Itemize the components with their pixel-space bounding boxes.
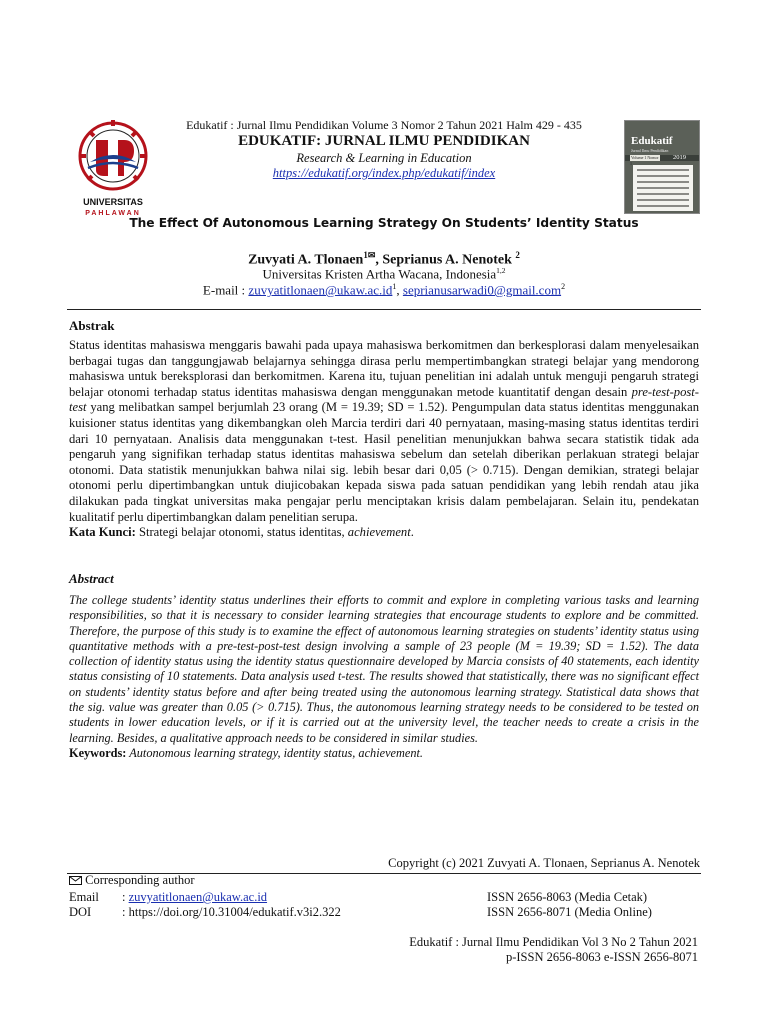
logo-text-1: UNIVERSITAS bbox=[83, 197, 143, 207]
affiliation-sup: 1,2 bbox=[496, 266, 506, 275]
kata-kunci-last: achievement bbox=[347, 525, 411, 540]
kata-kunci: Strategi belajar otonomi, status identitas, bbox=[135, 525, 348, 540]
abstract-heading: Abstract bbox=[69, 571, 114, 586]
abstrak-heading: Abstrak bbox=[69, 318, 115, 333]
abstrak-text-a: Status identitas mahasiswa menggaris bawahi pada upaya mahasiswa berkomitmen dan berkesplorasi dalam menyelesaikan berbagai tugas dan tanggungjawab belajarnya sehingga dirasa perlu mempertimbangkan strategi belajar yang mendorong mahasiswa untuk bereksplorasi dan berkomitmen. Karena itu, tujuan penelitian ini adalah untuk menguji pengaruh strategi belajar otonomi terhadap status identitas mahasiswa dengan menggunakan metode kuantitatif dengan desain bbox=[69, 338, 699, 399]
affiliation bbox=[0, 266, 768, 282]
footer-email-colon: : bbox=[122, 890, 129, 904]
footer-email bbox=[122, 890, 267, 905]
footer-email-label: Email bbox=[69, 890, 99, 904]
journal-tagline: Research & Learning in Education bbox=[296, 151, 472, 165]
paper-title: The Effect Of Autonomous Learning Strategy On Students’ Identity Status bbox=[129, 216, 639, 230]
author-emails bbox=[0, 282, 768, 298]
envelope-icon bbox=[69, 876, 82, 885]
author-1-sup: 1✉ bbox=[363, 250, 376, 260]
cover-subtitle: Jurnal Ilmu Pendidikan bbox=[631, 148, 669, 153]
footer-doi-label: DOI bbox=[69, 905, 92, 919]
logo-text-2: PAHLAWAN bbox=[85, 210, 141, 217]
email-label: E-mail : bbox=[202, 282, 249, 298]
journal-issue-line: Edukatif : Jurnal Ilmu Pendidikan Volume 3 Nomor 2 Tahun 2021 Halm 429 - 435 bbox=[186, 118, 582, 132]
author-1: Zuvyati A. Tlonaen bbox=[248, 252, 364, 268]
kata-kunci-end: . bbox=[410, 525, 414, 540]
copyright: Copyright (c) 2021 Zuvyati A. Tlonaen, Seprianus A. Nenotek bbox=[388, 856, 700, 870]
email-1-sup: 1 bbox=[392, 282, 397, 291]
abstrak-body bbox=[69, 338, 699, 541]
abstract-body bbox=[69, 593, 699, 761]
divider bbox=[67, 309, 701, 310]
cover-page-graphic bbox=[633, 165, 693, 211]
footer-email-link[interactable]: zuvyatitlonaen@ukaw.ac.id bbox=[128, 890, 268, 904]
cover-title: Edukatif bbox=[631, 135, 673, 147]
footer-journal: Edukatif : Jurnal Ilmu Pendidikan Vol 3 No 2 Tahun 2021 bbox=[409, 935, 698, 949]
cover-year: 2019 bbox=[673, 154, 686, 161]
author-2: , Seprianus A. Nenotek bbox=[375, 252, 516, 268]
email-2-sup: 2 bbox=[561, 282, 566, 291]
affiliation-text: Universitas Kristen Artha Wacana, Indonesia bbox=[262, 266, 497, 282]
abstract-text: The college students’ identity status underlines their efforts to commit and explore in completing various tasks and learning responsibilities, so that it is necessary to consider learning strategies that encourage students to explore and be committed. Therefore, the purpose of this study is to examine the effect of autonomous learning strategies on students’ identity status using quantitative methods with a pre-test-post-test design involving a sample of 23 people (M = 19.39; SD = 1.52). The data collection of identity status using the identity status questionnaire developed by Marcia consists of 40 statements, each identity status consisting of 10 statements. Data analysis used t-test. The results showed that statistically, there was no significant effect on students’ identity status before and after being treated using the autonomous learning strategy. Statistical data shows that the sig. value was greater than 0.05 (> 0.715). Thus, the autonomous learning strategy needs to be considered to be tested on students in lower education levels, or if it is carried out at the university level, the teacher needs to create a crisis in the learning. Besides, a qualitative approach needs to be considered in similar studies. bbox=[69, 593, 699, 745]
footer-doi-value: : https://doi.org/10.31004/edukatif.v3i2.322 bbox=[122, 905, 341, 919]
abstrak-design: pre-test-post-test bbox=[69, 384, 699, 415]
journal-cover-thumbnail bbox=[624, 120, 700, 214]
corresponding-author bbox=[69, 873, 194, 888]
author-2-sup: 2 bbox=[515, 250, 520, 260]
email-separator: , bbox=[396, 282, 403, 298]
journal-url-link[interactable]: https://edukatif.org/index.php/edukatif/index bbox=[272, 166, 496, 180]
keywords-label: Keywords: bbox=[69, 745, 127, 760]
issn-print: ISSN 2656-8063 (Media Cetak) bbox=[487, 890, 648, 904]
kata-kunci-label: Kata Kunci: bbox=[69, 525, 136, 540]
journal-name: EDUKATIF: JURNAL ILMU PENDIDIKAN bbox=[238, 133, 530, 149]
corresponding-label: Corresponding author bbox=[85, 873, 195, 887]
email-2-link[interactable]: seprianusarwadi0@gmail.com bbox=[402, 282, 562, 298]
keywords: Autonomous learning strategy, identity status, achievement. bbox=[126, 745, 423, 760]
issn-online: ISSN 2656-8071 (Media Online) bbox=[487, 905, 652, 919]
footer-issn: p-ISSN 2656-8063 e-ISSN 2656-8071 bbox=[505, 950, 698, 964]
abstrak-text-b: yang melibatkan sampel berjumlah 23 orang (M = 19.39; SD = 1.52). Pengumpulan data status identitas menggunakan kuisioner status identitas yang dikembangkan oleh Marcia terdiri dari 40 pernyataan, masing-masing status identitas terdiri dari 10 pernyataan. Analisis data menggunakan t-test. Hasil penelitian menunjukkan bahwa secara statistik tidak ada pengaruh yang signifikan terhadap status identitas mahasiswa sebelum dan setelah diberikan perlakuan strategi belajar otonomi. Data statistik menunjukkan bahwa nilai sig. lebih besar dari 0,05 (> 0.715). Dengan demikian, strategi belajar otonomi perlu dipertimbangkan untuk diujicobakan kepada siswa pada satuan pendidikan yang lebih rendah atau jika dilakukan pada tingkat universitas maka pengajar perlu menciptakan krisis dalam pembelajaran. Selain itu, pendekatan kualitatif perlu dipertimbangkan dalam penelitian serupa. bbox=[69, 400, 699, 524]
cover-volume: Volume 1 Nomor 1 bbox=[630, 155, 659, 166]
email-1-link[interactable]: zuvyatitlonaen@ukaw.ac.id bbox=[248, 282, 393, 298]
